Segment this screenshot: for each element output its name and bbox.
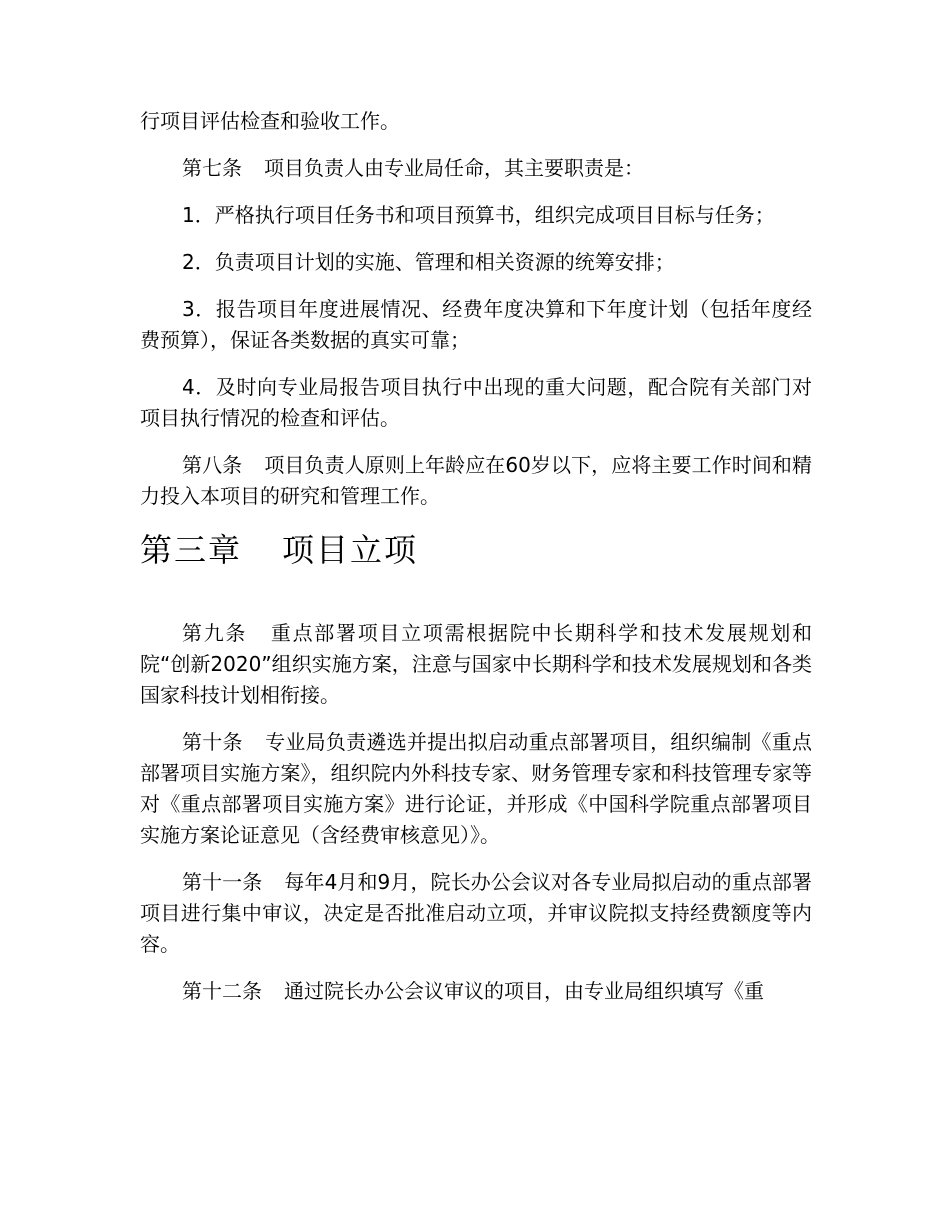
article-10 <box>140 727 812 851</box>
article-11-text: 每年4月和9月，院长办公会议对各专业局拟启动的重点部署项目进行集中审议，决定是否批准启动立项，并审议院拟支持经费额度等内容。 <box>140 870 813 956</box>
article-9 <box>140 618 812 711</box>
article-8 <box>140 450 812 512</box>
chapter-title: 项目立项 <box>282 531 419 569</box>
duty-item-3: 3．报告项目年度进展情况、经费年度决算和下年度计划（包括年度经费预算），保证各类数据的真实可靠； <box>140 297 812 352</box>
paragraph-continuation: 行项目评估检查和验收工作。 <box>140 109 400 133</box>
chapter-number: 第三章 <box>140 531 243 569</box>
article-12-title: 第十二条 <box>182 979 262 1003</box>
article-11-title: 第十一条 <box>182 870 263 894</box>
article-7-title: 第七条 <box>182 156 242 180</box>
article-7-text: 项目负责人由专业局任命，其主要职责是： <box>264 156 644 180</box>
article-7 <box>140 153 812 184</box>
duty-item-1: 1．严格执行项目任务书和项目预算书，组织完成项目目标与任务； <box>182 203 775 227</box>
article-11 <box>140 867 812 960</box>
article-8-title: 第八条 <box>182 453 243 477</box>
duty-item-2: 2．负责项目计划的实施、管理和相关资源的统筹安排； <box>182 250 675 274</box>
document-page <box>140 106 812 1023</box>
duty-item-4: 4．及时向专业局报告项目执行中出现的重大问题，配合院有关部门对项目执行情况的检查和评估。 <box>140 375 812 430</box>
article-12-text: 通过院长办公会议审议的项目，由专业局组织填写《重 <box>284 979 764 1003</box>
article-9-title: 第九条 <box>182 621 248 645</box>
article-9-text: 重点部署项目立项需根据院中长期科学和技术发展规划和院“创新2020”组织实施方案，注意与国家中长期科学和技术发展规划和各类国家科技计划相衔接。 <box>140 621 813 707</box>
article-10-title: 第十条 <box>182 730 243 754</box>
article-12 <box>140 976 812 1007</box>
article-10-text: 专业局负责遴选并提出拟启动重点部署项目，组织编制《重点部署项目实施方案》，组织院内外科技专家、财务管理专家和科技管理专家等对《重点部署项目实施方案》进行论证，并形成《中国科学院重点部署项目实施方案论证意见（含经费审核意见）》。 <box>140 730 813 847</box>
article-8-text: 项目负责人原则上年龄应在60岁以下，应将主要工作时间和精力投入本项目的研究和管理工作。 <box>140 453 813 508</box>
chapter-heading <box>140 528 812 572</box>
